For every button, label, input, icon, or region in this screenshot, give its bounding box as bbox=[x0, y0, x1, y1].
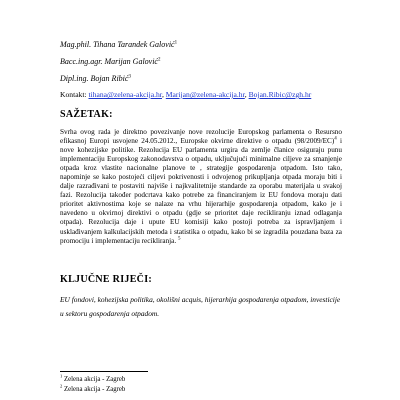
author-line-2 bbox=[60, 57, 160, 66]
email-link-2[interactable]: Marijan@zelena-akcija.hr bbox=[165, 90, 245, 99]
footnote-ref: 2 bbox=[157, 57, 161, 63]
email-link-3[interactable]: Bojan.Ribic@zgh.hr bbox=[248, 90, 312, 99]
keywords-text: EU fondovi, kohezijska politika, okolišni acquis, hijerarhija gospodarenja otpadom, investicije u sektoru gospodarenja otpadom. bbox=[60, 295, 341, 318]
author-line-3 bbox=[60, 74, 131, 83]
footnote-ref: 4 bbox=[334, 136, 337, 142]
contact-line: Kontakt: tihana@zelena-akcija.hr, Marijan@zelena-akcija.hr, Bojan.Ribic@zgh.hr bbox=[60, 90, 312, 99]
footnote-ref: 5 bbox=[177, 236, 181, 242]
footnote-2: $^2$ Zelena akcija - Zagreb bbox=[60, 383, 126, 393]
author-name: Bacc.ing.agr. Marijan Galović bbox=[60, 57, 158, 66]
author-line-1 bbox=[60, 40, 177, 49]
footnote-1: $^1$ Zelena akcija - Zagreb bbox=[60, 373, 126, 383]
footnote-ref: 1 bbox=[174, 40, 178, 46]
keywords-heading: KLJUČNE RIJEČI: bbox=[60, 274, 153, 285]
abstract-body: Svrha ovog rada je direktno povezivanje nove rezolucije Europskog parlamenta o Resursno efikasnoj Europi usvojene 24.05.2012., Europske okvirne direktive o otpadu $(98/2009/EC)^4$ i nove kohezijske politike. Rezolucija EU parlamenta urgira da zemlje članice osiguraju punu implementaciju Europskog zakonodavstva o otpadu, uključujući minimalne ciljeve za smanjenje otpada kroz vlastite nacionalne planove te , strategije gospodarenja otpadom. Isto tako, napominje se kako postojeći ciljevi pokrivenosti i odvojenog prikupljanja otpada moraju biti i dalje razrađivani te postaviti najviše i najkvalitetnije standarde za oporabu materijala u svakoj fazi. Rezolucija također podcrtava kako potrebe za financiranjem iz EU fondova moraju dati prioritet aktivnostima koje se nalaze na vrhu hijerarhije gospodarenja otpadom, kako je i navedeno u okvirnoj direktivi o otpadu (gdje se prioritet daje recikliranju iznad odlaganja otpada). Rezolucija daje i upute EU komisiji kako postoji potreba za ispravljanjem i usklađivanjem kalkulacijskih metoda i statistika o otpadu, kako bi se izgradila pouzdana baza za promociju i implementaciju recikliranja. $^5$ bbox=[60, 128, 342, 245]
email-link-1[interactable]: tihana@zelena-akcija.hr bbox=[88, 90, 162, 99]
abstract-heading: SAŽETAK: bbox=[60, 109, 113, 120]
author-name: Dipl.ing. Bojan Ribić bbox=[60, 74, 129, 83]
author-name: Mag.phil. Tihana Tarandek Galović bbox=[60, 40, 175, 49]
footnote-divider bbox=[60, 371, 148, 372]
contact-label: Kontakt: bbox=[60, 90, 87, 99]
footnote-ref: 3 bbox=[128, 74, 131, 80]
